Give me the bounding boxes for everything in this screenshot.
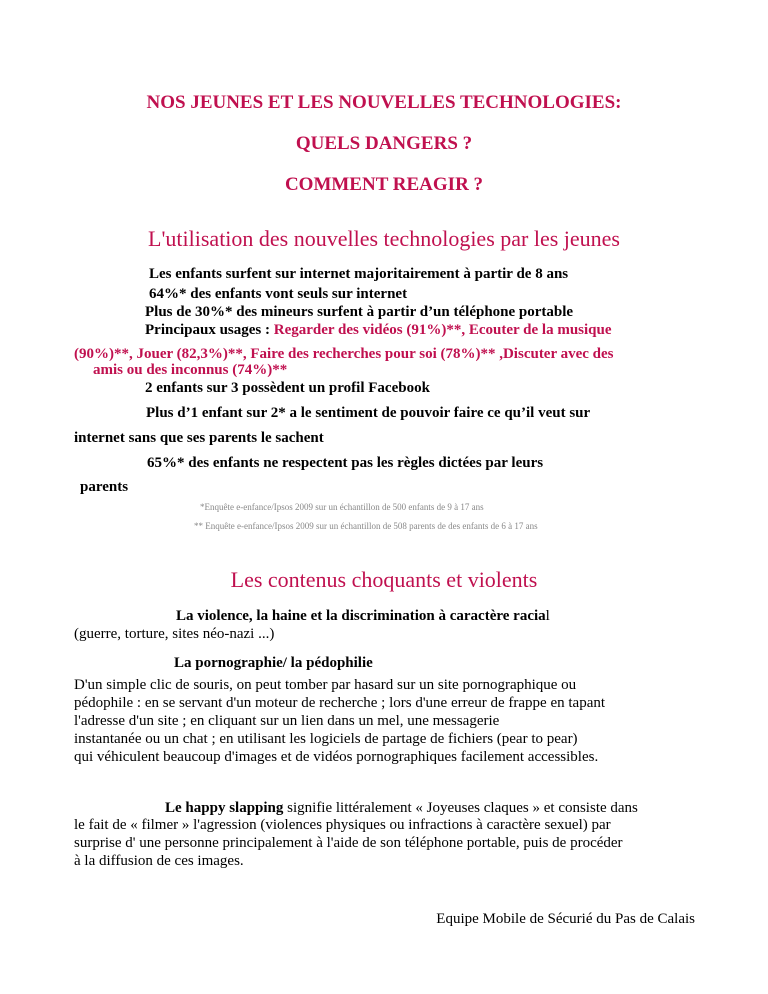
porn-title: La pornographie/ la pédophilie [174,655,373,671]
porn-line1: D'un simple clic de souris, on peut tomber par hasard sur un site pornographique ou [74,677,577,693]
porn-line2: pédophile : en se servant d'un moteur de recherche ; lors d'une erreur de frappe en tapant [74,695,606,711]
stat-age: Les enfants surfent sur internet majoritairement à partir de 8 ans [149,266,569,282]
stat-rules-line2: parents [80,479,129,495]
stat-alone: 64%* des enfants vont seuls sur internet [149,286,408,302]
usages-text1: Regarder des vidéos (91%)**, Ecouter de la musique [273,322,612,338]
page-title-line2: QUELS DANGERS ? [295,133,473,154]
footer-credit: Equipe Mobile de Sécurié du Pas de Calais [436,911,695,927]
happy-line3: surprise d' une personne principalement à l'aide de son téléphone portable, puis de procéder [74,835,623,851]
page-title-line1: NOS JEUNES ET LES NOUVELLES TECHNOLOGIES: [146,92,622,113]
usages-line1 [145,322,612,339]
stat-mobile: Plus de 30%* des mineurs surfent à partir d’un téléphone portable [145,304,574,320]
violence-title-bold: La violence, la haine et la discrimination à caractère racia [176,608,546,624]
usages-label: Principaux usages : [145,322,271,338]
porn-line4: instantanée ou un chat ; en utilisant les logiciels de partage de fichiers (pear to pear) [74,731,578,747]
violence-desc: (guerre, torture, sites néo-nazi ...) [74,626,275,642]
violence-title [176,607,550,625]
section2-heading: Les contenus choquants et violents [230,567,538,592]
stat-rules-line1: 65%* des enfants ne respectent pas les règles dictées par leurs [147,455,544,471]
violence-title-end: l [545,608,550,624]
happy-line4: à la diffusion de ces images. [74,853,244,869]
footnote-children: *Enquête e-enfance/Ipsos 2009 sur un échantillon de 500 enfants de 9 à 17 ans [200,502,484,512]
usages-line3: amis ou des inconnus (74%)** [93,362,288,378]
porn-line5: qui véhiculent beaucoup d'images et de vidéos pornographiques facilement accessibles. [74,749,599,765]
stat-facebook: 2 enfants sur 3 possèdent un profil Facebook [145,380,430,396]
usages-line2: (90%)**, Jouer (82,3%)**, Faire des recherches pour soi (78%)** ,Discuter avec des [74,346,614,362]
porn-line3: l'adresse d'un site ; en cliquant sur un lien dans un mel, une messagerie [74,713,500,729]
footnote-parents: ** Enquête e-enfance/Ipsos 2009 sur un échantillon de 508 parents de des enfants de 6 à 17 ans [194,521,538,531]
section1-heading: L'utilisation des nouvelles technologies par les jeunes [148,226,620,251]
page-title-line3: COMMENT REAGIR ? [284,174,484,195]
happy-line2: le fait de « filmer » l'agression (violences physiques ou infractions à caractère sexuel) par [74,817,611,833]
stat-freedom-line2: internet sans que ses parents le sachent [74,430,324,446]
stat-freedom-line1: Plus d’1 enfant sur 2* a le sentiment de pouvoir faire ce qu’il veut sur [146,405,591,421]
happy-text1: signifie littéralement « Joyeuses claques » et consiste dans [283,800,638,816]
happy-line1 [165,799,638,817]
happy-term: Le happy slapping [165,800,284,816]
